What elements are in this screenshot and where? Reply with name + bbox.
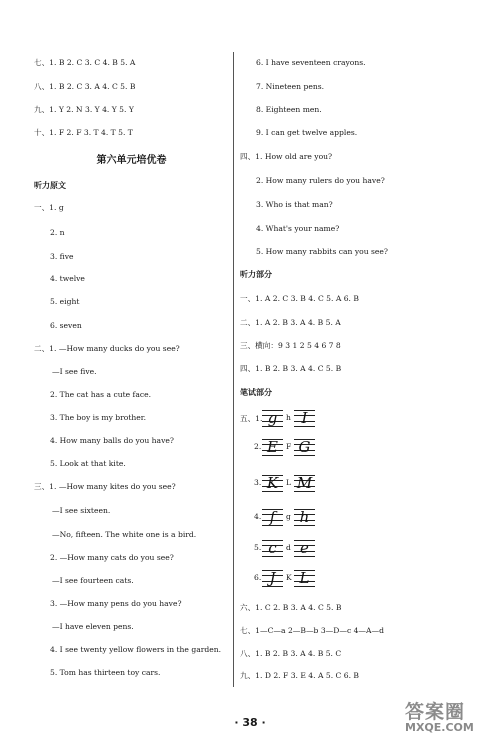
column-divider: [233, 52, 234, 687]
unit-title: 第六单元培优卷: [96, 155, 167, 166]
script-item: 3. The boy is my brother.: [50, 413, 147, 422]
script-item: 3. —How many pens do you have?: [50, 599, 182, 608]
script-item: 4. twelve: [50, 274, 85, 283]
answer-line-9: 九、1. Y 2. N 3. Y 4. Y 5. Y: [34, 105, 134, 114]
section-heading-listening-script: 听力原文: [34, 181, 66, 190]
script-item: 2. The cat has a cute face.: [50, 390, 152, 399]
given-letter: F: [286, 442, 292, 451]
script-item: 2. n: [50, 228, 65, 237]
letter-box: [294, 437, 315, 457]
watermark-text: 答案圈: [405, 701, 466, 723]
script-item: 2. How many rulers do you have?: [256, 176, 385, 185]
script-item: 6. seven: [50, 321, 82, 330]
handwritten-letter: M: [296, 474, 313, 492]
page-number: · 38 ·: [234, 716, 266, 729]
letter-box: [294, 538, 315, 558]
script-item: —No, fifteen. The white one is a bird.: [52, 530, 197, 539]
watermark-logo: [405, 702, 474, 734]
script-item: 7. Nineteen pens.: [256, 82, 325, 91]
letter-row-label: 2.: [254, 442, 262, 451]
letter-row-label: 3.: [254, 478, 262, 487]
answer-line: 一、1. A 2. C 3. B 4. C 5. A 6. B: [240, 294, 359, 303]
script-item: 5. Tom has thirteen toy cars.: [50, 668, 161, 677]
letter-row-label: 5.: [254, 543, 262, 552]
letter-box: [262, 568, 283, 588]
script-item: 4. I see twenty yellow flowers in the garden.: [50, 645, 222, 654]
script-item: 3. Who is that man?: [256, 200, 333, 209]
given-letter: d: [286, 543, 291, 552]
letter-row-label: 五、1.: [240, 414, 263, 423]
script-item: 2. —How many cats do you see?: [50, 553, 174, 562]
handwritten-letter: G: [298, 438, 311, 456]
letter-box: [294, 473, 315, 493]
handwritten-letter: K: [266, 474, 279, 492]
given-letter: L: [286, 478, 292, 487]
answer-line: 四、1. B 2. B 3. A 4. C 5. B: [240, 364, 342, 373]
letter-box: [262, 408, 283, 428]
answer-line: 六、1. C 2. B 3. A 4. C 5. B: [240, 603, 342, 612]
letter-box: [262, 437, 283, 457]
handwritten-letter: E: [267, 438, 278, 456]
letter-box: [294, 568, 315, 588]
handwritten-letter: I: [301, 409, 308, 427]
letter-box: [262, 538, 283, 558]
letter-box: [262, 473, 283, 493]
given-letter: g: [286, 512, 291, 521]
script-item: 4. How many balls do you have?: [50, 436, 174, 445]
section-heading-written: 笔试部分: [240, 388, 272, 397]
handwritten-letter: f: [269, 508, 276, 526]
script-item: 6. I have seventeen crayons.: [256, 58, 366, 67]
script-item: 5. eight: [50, 297, 80, 306]
letter-box: [262, 507, 283, 527]
answer-line-7: 七、1. B 2. C 3. C 4. B 5. A: [34, 58, 136, 67]
letter-row-2: [240, 437, 480, 457]
script-item: —I see sixteen.: [52, 506, 111, 515]
letter-row-label: 6.: [254, 573, 262, 582]
section-heading-listening: 听力部分: [240, 270, 272, 279]
script-item: 8. Eighteen men.: [256, 105, 322, 114]
letter-row-3: [240, 473, 480, 493]
script-item: —I see five.: [52, 367, 97, 376]
answer-line: 九、1. D 2. F 3. E 4. A 5. C 6. B: [240, 671, 359, 680]
answer-line: 二、1. A 2. B 3. A 4. B 5. A: [240, 318, 341, 327]
letter-box: [294, 507, 315, 527]
answer-line-8: 八、1. B 2. C 3. A 4. C 5. B: [34, 82, 136, 91]
script-item: —I have eleven pens.: [52, 622, 134, 631]
handwritten-letter: e: [300, 539, 309, 557]
script-item: 4. What's your name?: [256, 224, 340, 233]
given-letter: K: [286, 573, 292, 582]
script-item: 5. How many rabbits can you see?: [256, 247, 388, 256]
handwritten-letter: g: [267, 409, 278, 427]
script-item: 9. I can get twelve apples.: [256, 128, 358, 137]
letter-row-5: [240, 538, 480, 558]
watermark-url: MXQE.COM: [405, 721, 474, 734]
answer-line-10: 十、1. F 2. F 3. T 4. T 5. T: [34, 128, 133, 137]
answer-line: 八、1. B 2. B 3. A 4. B 5. C: [240, 649, 342, 658]
letter-row-4: [240, 507, 480, 527]
letter-row-6: [240, 568, 480, 588]
script-item: 一、1. g: [34, 203, 64, 212]
given-letter: h: [286, 413, 291, 422]
letter-row-1: [240, 408, 480, 428]
handwritten-letter: L: [299, 569, 310, 587]
script-item: 二、1. —How many ducks do you see?: [34, 344, 180, 353]
script-item: 四、1. How old are you?: [240, 152, 333, 161]
script-item: 三、1. —How many kites do you see?: [34, 482, 176, 491]
script-item: 3. five: [50, 252, 74, 261]
handwritten-letter: J: [269, 569, 276, 587]
handwritten-letter: h: [299, 508, 310, 526]
handwritten-letter: c: [268, 539, 277, 557]
letter-box: [294, 408, 315, 428]
script-item: —I see fourteen cats.: [52, 576, 134, 585]
letter-row-label: 4.: [254, 512, 262, 521]
script-item: 5. Look at that kite.: [50, 459, 126, 468]
answer-line: 七、1—C—a 2—B—b 3—D—c 4—A—d: [240, 626, 384, 635]
answer-line: 三、横向：9 3 1 2 5 4 6 7 8: [240, 341, 341, 350]
